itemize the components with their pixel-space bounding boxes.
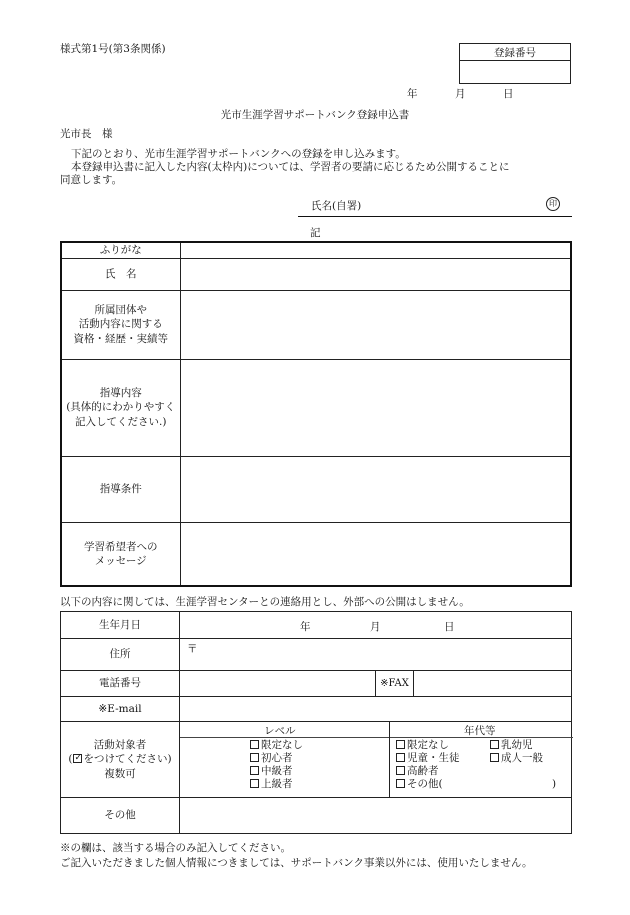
fax-field[interactable] [414,671,572,697]
checkbox-icon[interactable] [250,779,259,788]
signature-label: 氏名(自署) [311,200,362,212]
guidance-content-label: 指導内容 (具体的にわかりやすく 記入してください.) [61,359,180,456]
private-info-table [60,611,572,834]
age-header: 年代等 [464,725,496,737]
postal-mark: 〒 [187,643,198,655]
age-options-left [396,739,460,791]
phone-label: 電話番号 [61,671,180,697]
registration-number-field[interactable] [460,61,571,84]
form-number: 様式第1号(第3条関係) [60,43,166,55]
other-label: その他 [61,798,180,834]
furigana-field[interactable] [180,242,571,258]
checkbox-icon[interactable] [396,753,405,762]
address-label: 住所 [61,639,180,671]
guidance-conditions-field[interactable] [180,456,571,522]
guidance-conditions-label: 指導条件 [61,456,180,522]
checkbox-icon[interactable] [490,753,499,762]
email-label: ※E-mail [61,697,180,722]
email-field[interactable] [180,697,572,722]
document-title: 光市生涯学習サポートバンク登録申込書 [220,109,410,121]
public-info-table [60,241,572,587]
fax-label: ※FAX [376,671,414,697]
checkbox-icon[interactable] [250,753,259,762]
checkbox-icon[interactable] [396,779,405,788]
phone-field[interactable] [180,671,376,697]
date-day-label: 日 [503,88,514,100]
level-options [250,739,303,791]
private-info-note: 以下の内容に関しては、生涯学習センターとの連絡用とし、外部への公開はしません。 [60,596,470,608]
seal-icon: 印 [546,197,560,211]
signature-line[interactable] [298,216,572,217]
registration-number-box [459,43,571,84]
affiliation-field[interactable] [180,290,571,359]
checkbox-icon[interactable] [396,766,405,775]
birthdate-field[interactable]: 年 月 日 [180,612,572,639]
message-label: 学習希望者への メッセージ [61,522,180,586]
target-audience-label: 活動対象者 ( ✓ をつけてください) 複数可 [61,722,180,798]
level-option-beginner[interactable]: 初心者 [250,752,303,765]
level-option-advanced[interactable]: 上級者 [250,778,303,791]
checkbox-icon[interactable] [250,740,259,749]
footer-note-1: ※の欄は、該当する場合のみ記入してください。 [60,842,291,854]
name-field[interactable] [180,258,571,290]
intro-line-1: 下記のとおり、光市生涯学習サポートバンクへの登録を申し込みます。 [71,148,406,160]
date-year-label: 年 [407,88,418,100]
checkbox-icon[interactable] [490,740,499,749]
other-field[interactable] [180,798,572,834]
addressee: 光市長 様 [60,128,113,140]
date-month-label: 月 [455,88,466,100]
guidance-content-field[interactable] [180,359,571,456]
target-audience-field [180,722,572,798]
address-field[interactable] [180,639,572,671]
checkbox-icon[interactable] [250,766,259,775]
level-option-unlimited[interactable]: 限定なし [250,739,303,752]
age-options-right [490,739,543,765]
affiliation-label: 所属団体や 活動内容に関する 資格・経歴・実績等 [61,290,180,359]
furigana-label: ふりがな [61,242,180,258]
level-option-intermediate[interactable]: 中級者 [250,765,303,778]
name-label: 氏 名 [61,258,180,290]
age-option-students[interactable]: 児童・生徒 [396,752,460,765]
registration-number-label: 登録番号 [460,44,571,61]
age-option-infants[interactable]: 乳幼児 [490,739,543,752]
birthdate-label: 生年月日 [61,612,180,639]
message-field[interactable] [180,522,571,586]
level-header: レベル [264,725,296,737]
age-option-other[interactable]: その他( [396,778,460,791]
age-option-adults[interactable]: 成人一般 [490,752,543,765]
age-option-elderly[interactable]: 高齢者 [396,765,460,778]
intro-line-2: 本登録申込書に記入した内容(太枠内)については、学習者の要請に応じるため公開することに [71,161,510,173]
age-option-unlimited[interactable]: 限定なし [396,739,460,752]
ki-heading: 記 [310,227,321,239]
checkbox-icon[interactable] [396,740,405,749]
other-close-paren: ) [552,778,557,790]
intro-line-3: 同意します。 [60,174,123,186]
checkmark-box-icon: ✓ [74,753,83,764]
footer-note-2: ご記入いただきました個人情報につきましては、サポートバンク事業以外には、使用いたしません。 [60,857,533,869]
